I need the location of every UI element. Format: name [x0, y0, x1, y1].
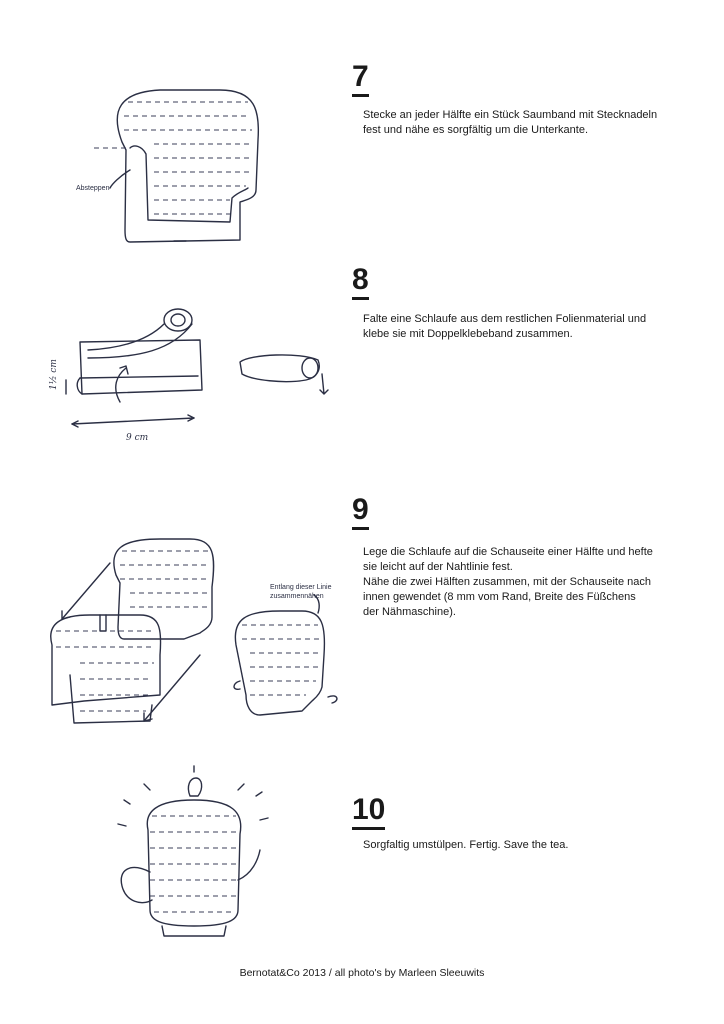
step-7-text: Stecke an jeder Hälfte ein Stück Saumband mit Stecknadeln fest und nähe es sorgfältig um die Unterkante. [363, 109, 658, 136]
step-7-number: 7 [352, 62, 369, 97]
step-10-number: 10 [352, 795, 385, 830]
footer-credit: Bernotat&Co 2013 / all photo's by Marleen Sleeuwits [239, 967, 485, 979]
step-7-illustration [70, 80, 270, 255]
absteppen-label: Absteppen [76, 185, 110, 192]
step-10-text: Sorgfaltig umstülpen. Fertig. Save the tea. [363, 839, 569, 851]
step-9-number: 9 [352, 495, 369, 530]
step-8-text: Falte eine Schlaufe aus dem restlichen Folienmaterial und klebe sie mit Doppelklebeband zusammen. [363, 313, 647, 340]
seam-label-line1: Entlang dieser Linie [270, 584, 332, 591]
step-9-text: Lege die Schlaufe auf die Schauseite einer Hälfte und hefte sie leicht auf der Nahtlinie fest. Nähe die zwei Hälften zusammen, mit der Schauseite nach innen gewendet (8 mm vom Rand, Breite des Füßchens der Nähmaschine). [363, 546, 653, 618]
step-8-illustration [40, 290, 340, 450]
step-9-illustration [40, 535, 360, 745]
step-8-number: 8 [352, 265, 369, 300]
step-10-illustration [110, 770, 280, 950]
height-label: 1½ cm [49, 359, 59, 390]
width-label: 9 cm [126, 433, 149, 443]
seam-label-line2: zusammennähen [270, 593, 324, 600]
